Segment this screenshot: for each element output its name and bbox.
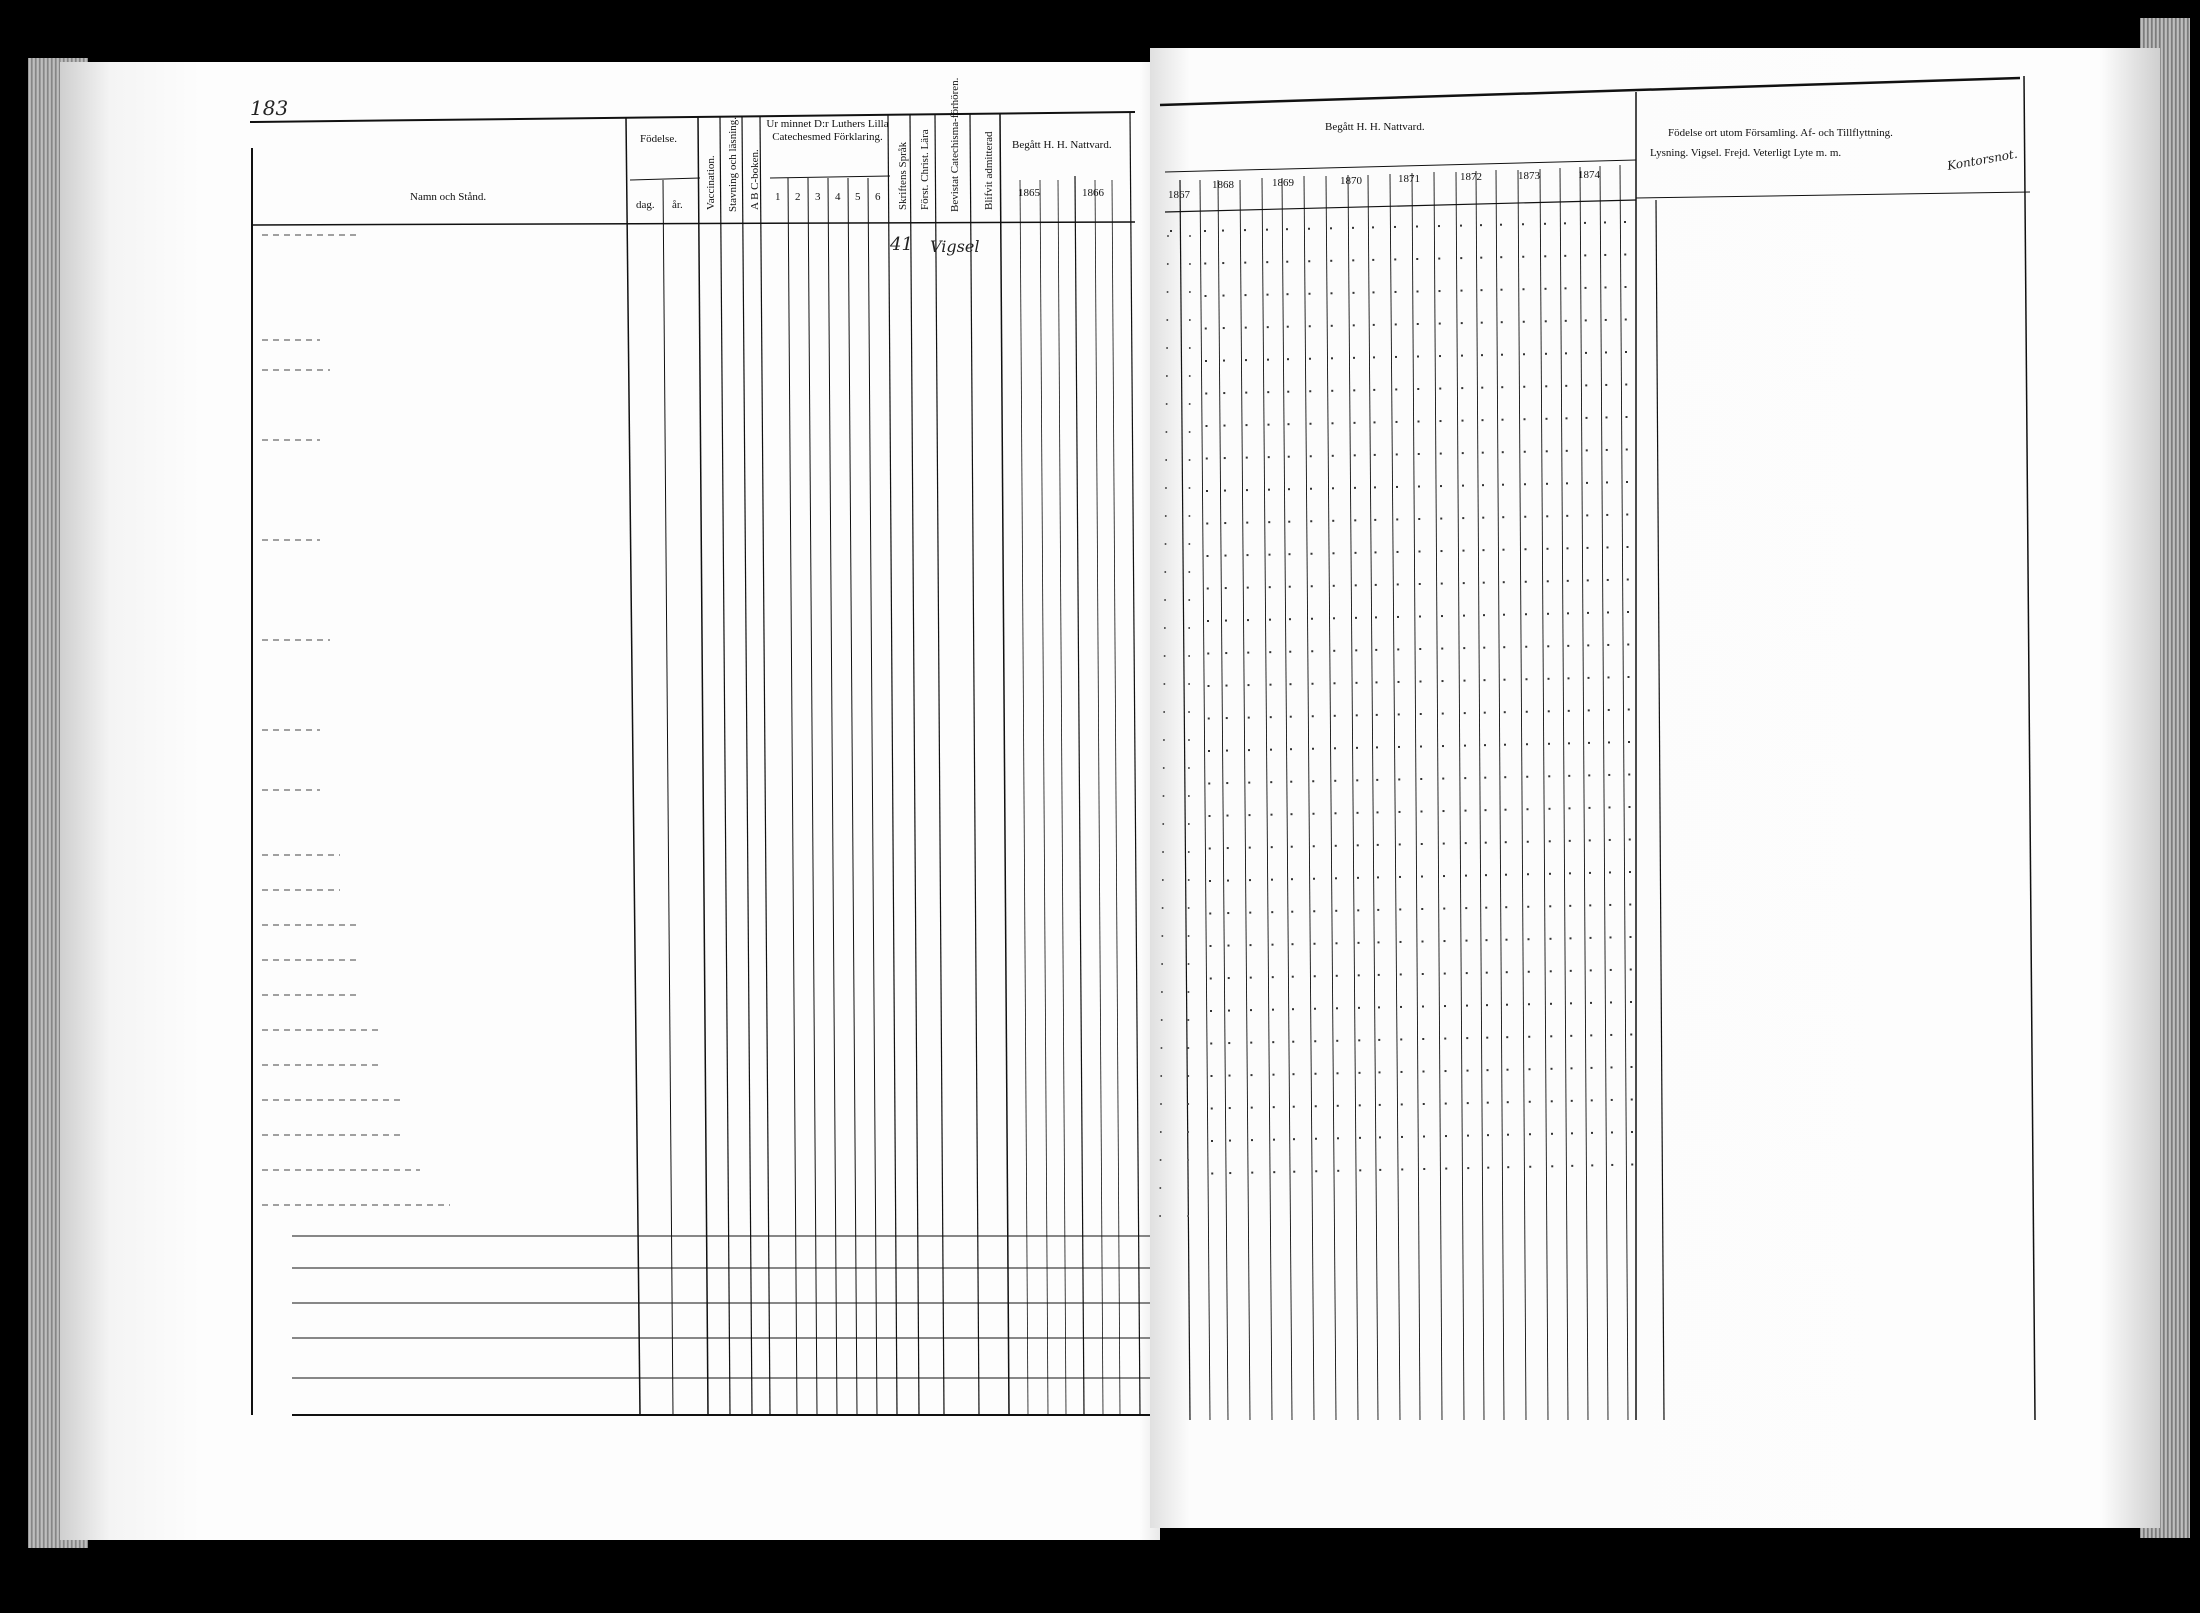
year-1868: 1868 [1212, 179, 1234, 191]
page-number: 183 [250, 96, 289, 120]
handwritten-mark-b: Vigsel [930, 237, 980, 256]
catechism-col-5: 5 [855, 191, 861, 203]
year-1874: 1874 [1578, 169, 1600, 181]
year-1873: 1873 [1518, 170, 1540, 182]
year-1871: 1871 [1398, 173, 1420, 185]
header-remarks-line2: Lysning. Vigsel. Frejd. Veterligt Lyte m. m. [1650, 147, 1842, 159]
header-birth: Födelse. [640, 133, 677, 145]
year-1865: 1865 [1018, 187, 1040, 199]
header-birth-day: dag. [636, 199, 655, 211]
catechism-col-6: 6 [875, 191, 881, 203]
year-1870: 1870 [1340, 175, 1362, 187]
header-birth-year: år. [672, 199, 683, 211]
catechism-col-2: 2 [795, 191, 801, 203]
catechism-col-1: 1 [775, 191, 781, 203]
header-reading: Stavning och läsning. [727, 116, 739, 212]
catechism-col-4: 4 [835, 191, 841, 203]
header-communion-left: Begått H. H. Nattvard. [1012, 139, 1112, 151]
header-vaccination: Vaccination. [705, 155, 717, 210]
handwritten-note: Kontorsnot. [1946, 146, 2019, 173]
handwritten-mark-a: 41 [890, 234, 913, 255]
header-scripture: Skriftens Språk [897, 141, 909, 210]
catechism-col-3: 3 [815, 191, 821, 203]
header-ab-book: A B C-boken. [749, 149, 761, 210]
year-1866: 1866 [1082, 187, 1104, 199]
year-1869: 1869 [1272, 177, 1294, 189]
header-name: Namn och Stånd. [410, 191, 487, 203]
header-communion-admitted: Blifvit admitterad [983, 131, 995, 210]
year-1867: 1867 [1168, 189, 1190, 201]
header-catechism-hearing: Bevistat Catechisma-förhören. [949, 77, 961, 212]
header-catechism: Ur minnet D:r Luthers Lilla Catechesmed Förklaring. [766, 118, 889, 143]
header-remarks-line1: Födelse ort utom Församling. Af- och Tillflyttning. [1668, 127, 1893, 139]
year-1872: 1872 [1460, 171, 1482, 183]
header-communion-right: Begått H. H. Nattvard. [1325, 121, 1425, 133]
header-christian: Först. Christ. Lära [919, 129, 931, 210]
